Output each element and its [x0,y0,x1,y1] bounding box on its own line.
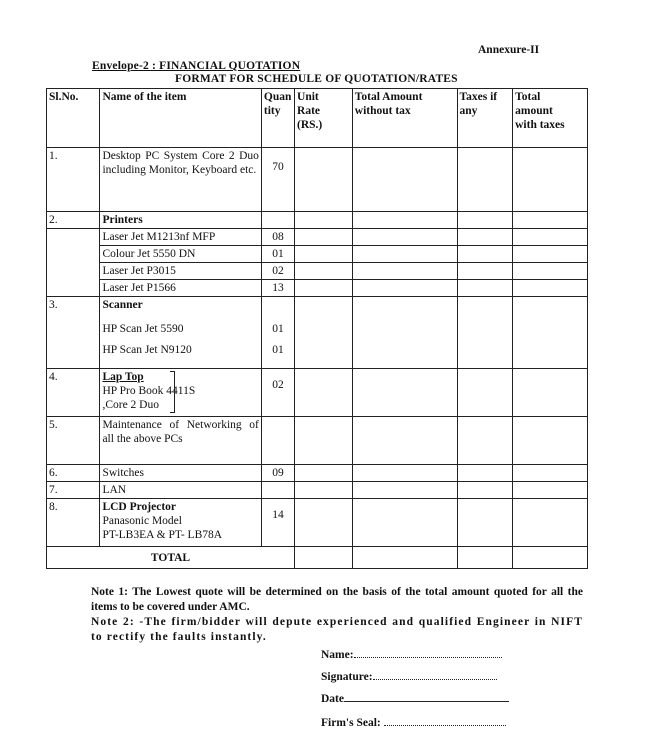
amount-cell [352,499,457,547]
row-quantity: 13 [261,280,294,297]
total-cell [513,280,588,297]
rate-cell [295,417,353,465]
annexure-label: Annexure-II [478,44,540,56]
amount-cell [352,263,457,280]
tax-cell [457,212,513,229]
col-header-name: Name of the item [100,89,261,148]
name-line [321,647,502,661]
row-quantity: 01 [261,246,294,263]
signature-line [321,669,497,683]
col-header-unit-rate: Unit Rate (RS.) [295,89,353,148]
rate-cell [295,246,353,263]
amount-cell [352,280,457,297]
row-quantity: 14 [261,499,294,547]
amount-cell [352,547,457,569]
table-row [47,212,588,229]
row-item-name: LAN [100,482,261,499]
row-quantity: 01 [272,323,284,335]
tax-cell [457,263,513,280]
row-item-name: Laser Jet M1213nf MFP [100,229,261,246]
laptop-item-cell [100,369,261,417]
table-row [47,246,588,263]
table-row [47,229,588,246]
table-row [47,465,588,482]
total-label: TOTAL [47,547,295,569]
tax-cell [457,369,513,417]
quantity-cell [261,482,294,499]
scanner-qty-cell [261,297,294,369]
tax-cell [457,297,513,369]
total-cell [513,246,588,263]
amount-cell [352,148,457,212]
col-header-taxes: Taxes if any [457,89,513,148]
quantity-cell [261,212,294,229]
total-cell [513,499,588,547]
row-sl: 5. [47,417,100,465]
rate-cell [295,280,353,297]
table-row [47,369,588,417]
tax-cell [457,482,513,499]
total-cell [513,369,588,417]
total-cell [513,547,588,569]
total-cell [513,417,588,465]
sl-cell [47,263,100,280]
amount-cell [352,369,457,417]
amount-cell [352,246,457,263]
seal-blank [384,715,506,726]
row-item-detail: Panasonic Model [102,515,182,527]
row-sl: 1. [47,148,100,212]
name-blank [354,647,502,658]
row-item-name: Desktop PC System Core 2 Duo including Monitor, Keyboard etc. [100,148,261,212]
row-item-detail: ,Core 2 Duo [102,399,159,411]
col-header-quantity: Quan tity [261,89,294,148]
rate-cell [295,212,353,229]
row-sl: 8. [47,499,100,547]
date-line [321,691,509,705]
amount-cell [352,482,457,499]
rate-cell [295,482,353,499]
table-row [47,482,588,499]
tax-cell [457,229,513,246]
sl-cell [47,246,100,263]
rate-cell [295,547,353,569]
rate-cell [295,465,353,482]
scanner-item-cell [100,297,261,369]
rate-cell [295,148,353,212]
table-row [47,148,588,212]
tax-cell [457,246,513,263]
table-row [47,280,588,297]
format-title: FORMAT FOR SCHEDULE OF QUOTATION/RATES [175,73,458,85]
row-sl: 2. [47,212,100,229]
date-blank [344,691,509,702]
date-label: Date [321,693,344,705]
row-quantity: 70 [261,148,294,212]
row-item-name: Switches [100,465,261,482]
tax-cell [457,417,513,465]
tax-cell [457,547,513,569]
notes-block [91,585,583,645]
tax-cell [457,148,513,212]
total-cell [513,212,588,229]
quantity-cell [261,417,294,465]
signature-blank [373,669,497,680]
total-cell [513,229,588,246]
name-label: Name: [321,649,354,661]
total-cell [513,297,588,369]
row-item-name: Laser Jet P3015 [100,263,261,280]
amount-cell [352,212,457,229]
tax-cell [457,465,513,482]
table-header-row [47,89,588,148]
table-row [47,297,588,369]
rate-cell [295,229,353,246]
rate-cell [295,369,353,417]
table-row [47,417,588,465]
signature-label: Signature: [321,671,373,683]
row-sl: 3. [47,297,100,369]
row-item-detail: PT-LB3EA & PT- LB78A [102,529,223,541]
col-header-total-with-taxes: Total amount with taxes [513,89,588,148]
row-item-name: HP Scan Jet N9120 [102,344,192,356]
col-header-sl: Sl.No. [47,89,100,148]
col-header-total-amount: Total Amount without tax [352,89,457,148]
row-item-name: Lap Top [102,371,144,383]
row-quantity: 01 [272,344,284,356]
row-sl: 6. [47,465,100,482]
sl-cell [47,229,100,246]
row-quantity: 08 [261,229,294,246]
row-item-name: Maintenance of Networking of all the above PCs [100,417,261,465]
total-cell [513,465,588,482]
table-row [47,263,588,280]
tax-cell [457,280,513,297]
total-cell [513,148,588,212]
row-sl: 4. [47,369,100,417]
note-2: Note 2: -The firm/bidder will depute experienced and qualified Engineer in NIFT to rectify the faults instantly. [91,616,583,643]
rate-cell [295,297,353,369]
row-item-name: Printers [100,212,261,229]
projector-item-cell [100,499,261,547]
row-quantity: 02 [261,263,294,280]
row-item-name: HP Scan Jet 5590 [102,323,184,335]
table-row [47,499,588,547]
note-1: Note 1: The Lowest quote will be determined on the basis of the total amount quoted for all the items to be covered under AMC. [91,586,583,613]
amount-cell [352,297,457,369]
seal-label: Firm's Seal: [321,717,381,729]
total-cell [513,263,588,280]
rate-cell [295,499,353,547]
row-item-name: LCD Projector [102,501,177,513]
row-sl: 7. [47,482,100,499]
row-item-name: Colour Jet 5550 DN [100,246,261,263]
row-quantity: 09 [261,465,294,482]
total-row [47,547,588,569]
row-item-name: Laser Jet P1566 [100,280,261,297]
tax-cell [457,499,513,547]
rate-cell [295,263,353,280]
quotation-table [46,88,588,569]
amount-cell [352,417,457,465]
total-cell [513,482,588,499]
amount-cell [352,465,457,482]
bracket-mark [170,371,175,413]
row-quantity: 02 [261,369,294,417]
seal-line [321,715,506,729]
envelope-title: Envelope-2 : FINANCIAL QUOTATION [92,60,301,72]
amount-cell [352,229,457,246]
sl-cell [47,280,100,297]
row-item-name: Scanner [102,299,143,311]
row-item-detail: HP Pro Book 4411S [102,385,196,397]
